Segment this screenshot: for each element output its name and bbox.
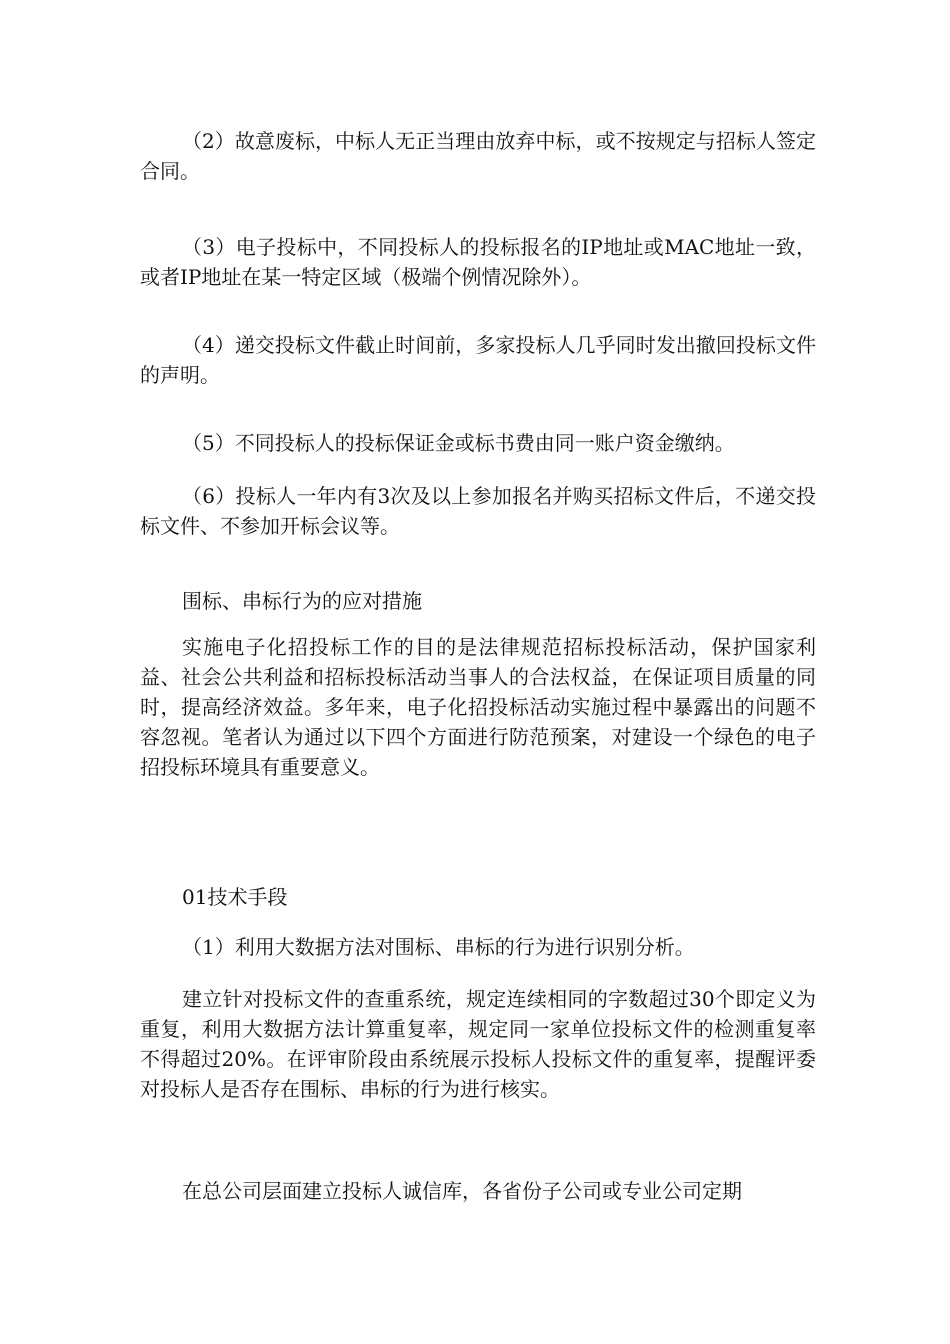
paragraph-item-5: （5）不同投标人的投标保证金或标书费由同一账户资金缴纳。 [182, 431, 735, 455]
paragraph-item-4: （4）递交投标文件截止时间前，多家投标人几乎同时发出撤回投标文件的声明。 [140, 333, 816, 387]
trailing-paragraph: 在总公司层面建立投标人诚信库，各省份子公司或专业公司定期 [182, 1179, 742, 1203]
section-heading: 围标、串标行为的应对措施 [182, 589, 422, 613]
detail-paragraph: 建立针对投标文件的查重系统，规定连续相同的字数超过30个即定义为重复，利用大数据方法计算重复率，规定同一家单位投标文件的检测重复率不得超过20%。在评审阶段由系统展示投标人投标文件的重复率，提醒评委对投标人是否存在围标、串标的行为进行核实。 [140, 987, 816, 1101]
paragraph-item-1: （1）利用大数据方法对围标、串标的行为进行识别分析。 [182, 935, 695, 959]
subsection-heading: 01技术手段 [182, 885, 288, 909]
paragraph-item-3: （3）电子投标中，不同投标人的投标报名的IP地址或MAC地址一致，或者IP地址在某一特定区域（极端个例情况除外）。 [140, 235, 816, 289]
paragraph-item-2: （2）故意废标，中标人无正当理由放弃中标，或不按规定与招标人签定合同。 [140, 129, 816, 183]
intro-paragraph: 实施电子化招投标工作的目的是法律规范招标投标活动，保护国家利益、社会公共利益和招标投标活动当事人的合法权益，在保证项目质量的同时，提高经济效益。多年来，电子化招投标活动实施过程中暴露出的问题不容忽视。笔者认为通过以下四个方面进行防范预案，对建设一个绿色的电子招投标环境具有重要意义。 [140, 635, 816, 779]
paragraph-item-6: （6）投标人一年内有3次及以上参加报名并购买招标文件后，不递交投标文件、不参加开标会议等。 [140, 484, 816, 538]
